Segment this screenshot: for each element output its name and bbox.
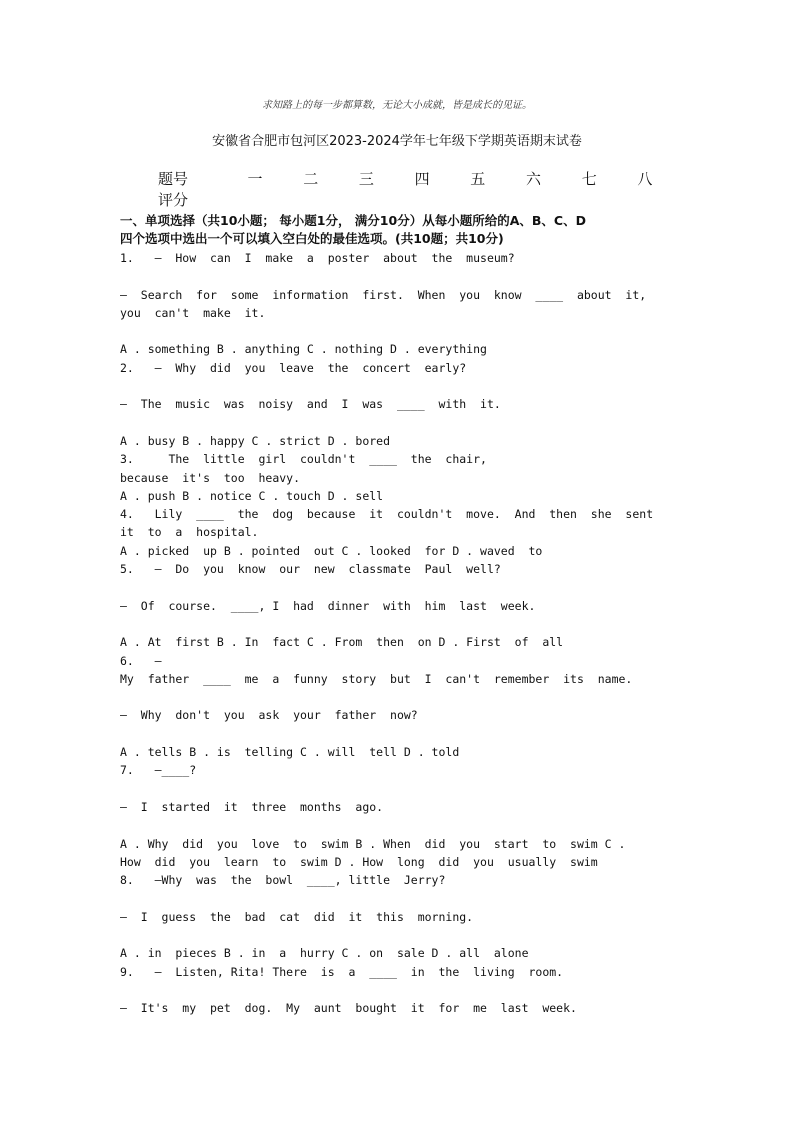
question-line: you can't make it.: [120, 305, 266, 320]
question-line: 5. — Do you know our new classmate Paul well?: [120, 562, 501, 577]
question-line: 3. The little girl couldn't ____ the chair,: [120, 452, 487, 467]
question-item: [120, 359, 665, 450]
question-item: [120, 652, 665, 762]
blank-line: [120, 725, 665, 743]
question-line: because it's too heavy.: [120, 470, 301, 485]
section-heading-line: 四个选项中选出一个可以填入空白处的最佳选项。(共10题；共10分): [120, 231, 504, 246]
blank-line: [120, 615, 665, 633]
answer-options: A . busy B . happy C . strict D . bored: [120, 433, 391, 448]
question-item: [120, 871, 665, 962]
question-line: — Why don't you ask your father now?: [120, 708, 418, 723]
score-col: 五: [470, 170, 486, 188]
section-heading: [120, 212, 670, 248]
blank-line: [120, 780, 665, 798]
question-line: — Search for some information first. When you know ____ about it,: [120, 287, 647, 302]
score-col: 二: [303, 170, 319, 188]
question-line: — The music was noisy and I was ____ with it.: [120, 397, 501, 412]
question-item: [120, 560, 665, 651]
question-line: 8. —Why was the bowl ____, little Jerry?: [120, 873, 446, 888]
score-col: 六: [526, 170, 542, 188]
answer-options: A . something B . anything C . nothing D . everything: [120, 342, 487, 357]
question-list: [120, 249, 665, 1017]
answer-options: A . At first B . In fact C . From then on D . First of all: [120, 635, 564, 650]
answer-options: A . Why did you love to swim B . When did you start to swim C .: [120, 836, 626, 851]
blank-line: [120, 981, 665, 999]
question-item: [120, 249, 665, 359]
section-heading-line: 一、单项选择（共10小题； 每小题1分， 满分10分）从每小题所给的A、B、C、D: [120, 213, 586, 228]
score-col: 七: [581, 170, 597, 188]
question-line: 9. — Listen, Rita! There is a ____ in the living room.: [120, 964, 564, 979]
score-columns: [240, 168, 678, 189]
blank-line: [120, 889, 665, 907]
answer-options: A . push B . notice C . touch D . sell: [120, 488, 384, 503]
question-item: [120, 505, 665, 560]
question-item: [120, 963, 665, 1018]
question-line: 1. — How can I make a poster about the museum?: [120, 251, 515, 265]
blank-line: [120, 926, 665, 944]
answer-options: A . tells B . is telling C . will tell D . told: [120, 745, 460, 760]
question-item: [120, 450, 665, 505]
blank-line: [120, 816, 665, 834]
question-line: My father ____ me a funny story but I can't remember its name.: [120, 671, 633, 686]
score-row-label: 评分: [158, 191, 189, 209]
question-line: — I started it three months ago.: [120, 799, 384, 814]
score-header-row: [158, 168, 678, 189]
question-line: 4. Lily ____ the dog because it couldn't move. And then she sent: [120, 507, 654, 522]
score-col: 三: [358, 170, 374, 188]
page-title: 安徽省合肥市包河区2023-2024学年七年级下学期英语期末试卷: [212, 134, 582, 149]
answer-options: How did you learn to swim D . How long did you usually swim: [120, 854, 598, 869]
blank-line: [120, 322, 665, 340]
blank-line: [120, 578, 665, 596]
score-col: 一: [247, 170, 263, 188]
question-line: — Of course. ____, I had dinner with him last week.: [120, 598, 536, 613]
blank-line: [120, 267, 665, 285]
question-line: — I guess the bad cat did it this morning.: [120, 909, 474, 924]
score-header-label: 题号: [158, 170, 189, 188]
blank-line: [120, 414, 665, 432]
score-col: 四: [414, 170, 430, 188]
question-item: [120, 761, 665, 871]
score-table: [158, 168, 678, 210]
question-line: — It's my pet dog. My aunt bought it for me last week.: [120, 1001, 577, 1016]
score-value-row: [158, 189, 678, 210]
motto: 求知路上的每一步都算数，无论大小成就，皆是成长的见证。: [262, 100, 532, 111]
answer-options: A . picked up B . pointed out C . looked for D . waved to: [120, 543, 543, 558]
question-line: 7. —____?: [120, 763, 197, 778]
question-line: 2. — Why did you leave the concert early?: [120, 360, 467, 375]
score-col: 八: [637, 170, 653, 188]
question-line: 6. —: [120, 653, 162, 668]
blank-line: [120, 377, 665, 395]
question-line: it to a hospital.: [120, 525, 259, 540]
blank-line: [120, 688, 665, 706]
answer-options: A . in pieces B . in a hurry C . on sale D . all alone: [120, 946, 529, 961]
